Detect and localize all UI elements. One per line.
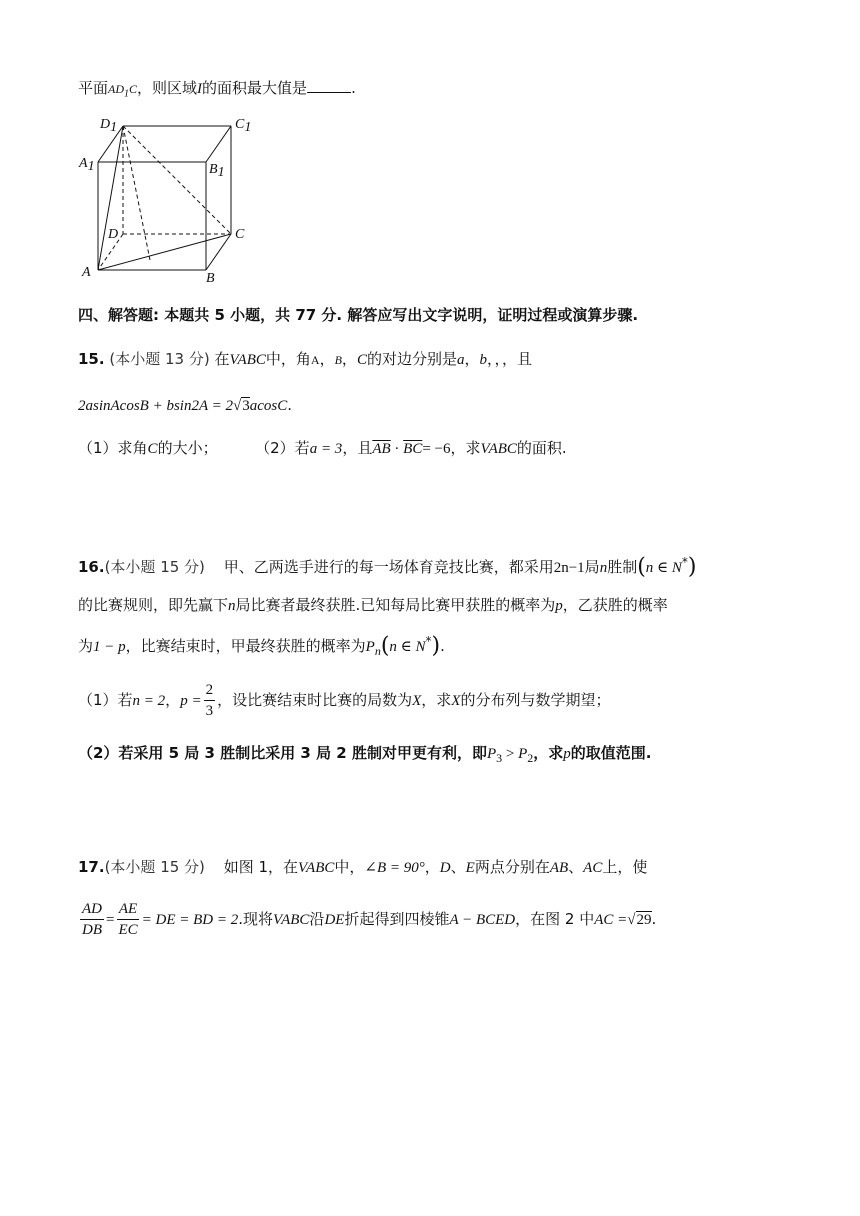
text: （1）求角 (78, 439, 148, 457)
text: （2）若 (255, 439, 310, 457)
var: P (486, 746, 497, 762)
triangle: VABC (273, 912, 310, 928)
text: 的分布列与数学期望； (460, 691, 611, 709)
fraction-ae-ec: $\frac{AE}{EC}$ (118, 901, 138, 938)
text: . (287, 396, 292, 414)
var: AB (549, 860, 569, 876)
label-C: C (235, 227, 245, 242)
var: p (563, 746, 571, 762)
var: C (356, 352, 367, 368)
text: （2）若采用 5 局 3 胜制比采用 3 局 2 胜制对甲更有利，即 (78, 744, 487, 762)
text: 中，角 (265, 350, 311, 368)
text: 两点分别在 (474, 858, 550, 876)
angle: ∠B = 90° (364, 860, 425, 876)
score-note: (本小题 13 分) (109, 350, 210, 368)
question-number: 15. (78, 350, 105, 368)
q15-equation: 2asinAcosB + bsin2A = 2√3acosC. (78, 396, 292, 414)
q15-line1: 15. (本小题 13 分) 在VABC中，角A，B，C的对边分别是a，b，，，且 (78, 350, 533, 368)
text: 局比赛者最终获胜.已知每局比赛甲获胜的概率为 (235, 596, 556, 614)
fraction: $\frac{2}{3}$ (205, 682, 214, 719)
pyramid: A − BCED (449, 912, 516, 928)
vector: $\overline{BC}$ (403, 441, 423, 457)
text: ，设比赛结束时比赛的局数为 (217, 691, 413, 709)
cond: n = 2 (132, 693, 166, 709)
text: 的大小； (157, 439, 218, 457)
text: 、 (568, 858, 584, 876)
answer-blank[interactable] (307, 76, 351, 93)
equation-part: AC = (594, 912, 628, 928)
text: ，且 (342, 439, 373, 457)
text: 平面 (78, 79, 109, 97)
var: X (412, 693, 422, 709)
var: A (310, 353, 320, 367)
cond: p = (180, 693, 202, 709)
text: .现将 (238, 910, 274, 928)
var: n (599, 560, 608, 576)
text: . (651, 910, 657, 928)
equation-part: 2asinAcosB + bsin2A = 2 (78, 398, 233, 414)
triangle: VABC (298, 860, 335, 876)
text: 的面积. (516, 439, 567, 457)
text: ， (424, 858, 440, 876)
text: . (351, 79, 356, 97)
q17-line1 (78, 855, 647, 880)
q16-part2: （2）若采用 5 局 3 胜制比采用 3 局 2 胜制对甲更有利，即$P_3 > P_2$，求p的取值范围. (78, 744, 652, 765)
var: a (456, 352, 465, 368)
text: . (440, 637, 445, 655)
text: 的比赛规则，即先赢下 (78, 596, 229, 614)
text: 中， (334, 858, 365, 876)
format: 2n−1 (553, 560, 585, 576)
q16-line2 (78, 593, 668, 618)
var: P (365, 639, 375, 655)
text: ，求 (533, 744, 564, 762)
var: E (465, 860, 475, 876)
sqrt: 3 (242, 398, 250, 414)
text: 、 (450, 858, 466, 876)
triangle: VABC (480, 441, 517, 457)
var: b (479, 352, 487, 368)
text: 折起得到四棱锥 (344, 910, 450, 928)
text: 的面积最大值是 (202, 79, 308, 97)
q14-tail-line (78, 76, 356, 106)
text: 沿 (309, 910, 325, 928)
text: 甲、乙两选手进行的每一场体育竞技比赛，都采用 (223, 558, 554, 576)
fraction-ad-db: $\frac{AD}{DB}$ (82, 901, 102, 938)
label-B1: B1 (209, 162, 225, 180)
text: 的对边分别是 (366, 350, 457, 368)
cond: n ∈ N (645, 560, 682, 576)
cond: a = 3 (309, 441, 343, 457)
text: 在 (214, 350, 230, 368)
text: 如图 1，在 (223, 858, 298, 876)
var: B (334, 353, 342, 367)
vector: $\overline{AB}$ (372, 441, 391, 457)
triangle: VABC (229, 352, 266, 368)
equation-part: acosC (249, 398, 288, 414)
text: ，在图 2 中 (515, 910, 595, 928)
text: 的取值范围. (570, 744, 652, 762)
label-D1: D1 (100, 117, 118, 135)
value: = −6 (422, 441, 451, 457)
text: ，求 (421, 691, 452, 709)
text: 为 (78, 637, 94, 655)
text: ，比赛结束时，甲最终获胜的概率为 (125, 637, 366, 655)
score-note: (本小题 15 分) (104, 558, 205, 576)
plane-name: $AD_1C$ (108, 82, 138, 100)
score-note: (本小题 15 分) (104, 858, 205, 876)
q15-parts: （1）求角C的大小； （2）若a = 3，且$\overline{AB} \cdot \overline{BC}= -6$，求VABC的面积. (78, 439, 567, 457)
var: X (451, 693, 461, 709)
var: p (555, 598, 563, 614)
label-B: B (206, 271, 215, 286)
region-var: I (197, 81, 203, 97)
q17-line2: $\frac{AD}{DB}$ = $\frac{AE}{EC}$ = DE = BD = 2.现将VABC沿DE折起得到四棱锥A − BCED，在图 2 中AC =√29. (82, 901, 657, 938)
text: 局 (584, 558, 600, 576)
text: ，乙获胜的概率 (562, 596, 668, 614)
label-A1: A1 (79, 156, 95, 174)
text: 胜制 (607, 558, 638, 576)
sqrt: 29 (636, 912, 652, 928)
label-D: D (108, 227, 119, 242)
section-title: 四、解答题: 本题共 5 小题，共 77 分. 解答应写出文字说明，证明过程或演算步骤. (78, 306, 639, 324)
q16-line3: 为1 − p，比赛结束时，甲最终获胜的概率为$P_n(n$ ∈ N*). (78, 633, 445, 659)
text: （1）若 (78, 691, 133, 709)
var: n (228, 598, 236, 614)
cube-figure (78, 110, 258, 290)
question-number: 16. (78, 558, 105, 576)
question-number: 17. (78, 858, 105, 876)
var: C (147, 441, 158, 457)
text: 上，使 (602, 858, 648, 876)
text: ，求 (450, 439, 481, 457)
text: ，则区域 (137, 79, 198, 97)
text: ，且 (502, 350, 533, 368)
var: 1 − p (93, 639, 126, 655)
var: D (439, 860, 451, 876)
var: DE (324, 912, 345, 928)
var: AC (583, 860, 603, 876)
label-A: A (82, 265, 91, 280)
cond: n ∈ N (389, 639, 426, 655)
var: P (518, 746, 528, 762)
q16-part1: （1）若n = 2，p = $\frac{2}{3}$ ，设比赛结束时比赛的局数为X，求X的分布列与数学期望； (78, 682, 611, 719)
q16-line1: 16.(本小题 15 分) 甲、乙两选手进行的每一场体育竞技比赛，都采用2n−1局n胜制(n ∈ N*) (78, 554, 697, 580)
equation-part: = DE = BD = 2 (141, 912, 239, 928)
label-C1: C1 (235, 117, 252, 135)
